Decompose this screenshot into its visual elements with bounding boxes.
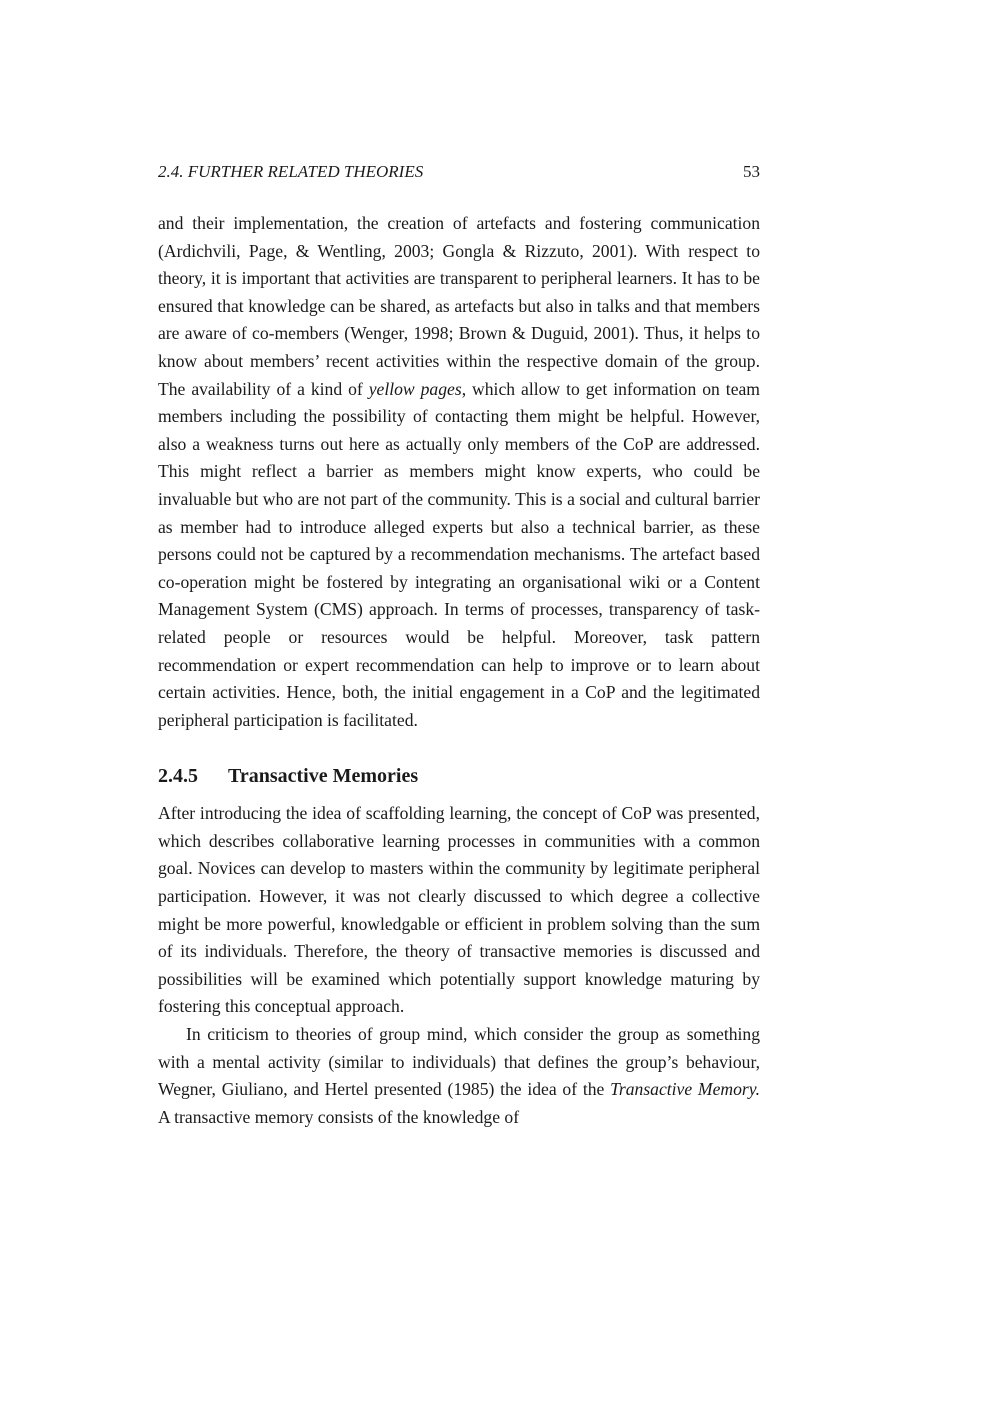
section-title: Transactive Memories (228, 765, 419, 788)
section-heading (158, 762, 760, 790)
section-number: 2.4.5 (158, 765, 198, 788)
paragraph-intro: After introducing the idea of scaffolding learning, the concept of CoP was presented, which describes collaborative learning processes in communities with a common goal. Novices can develop to masters within the community by legitimate peripheral participation. However, it was not clearly discussed to which degree a collective might be more powerful, knowledgable or efficient in problem solving than the sum of its individuals. Therefore, the theory of transactive memories is discussed and possibilities will be examined which potentially support knowledge maturing by fostering this conceptual approach. (158, 803, 760, 1017)
emphasis-yellow-pages: yellow pages (368, 378, 462, 399)
body-text (158, 210, 760, 1131)
paragraph-continuation (158, 210, 760, 734)
running-header (158, 160, 760, 184)
paragraph-text: A transactive memory consists of the knowledge of (158, 1106, 520, 1127)
emphasis-transactive-memory: Transactive Memory. (610, 1079, 760, 1100)
page-number: 53 (743, 162, 760, 181)
paragraph-text: , which allow to get information on team members including the possibility of contacting them might be helpful. However, also a weakness turns out here as actually only members of the CoP are addressed. This might reflect a barrier as members might know experts, who could be invaluable but who are not part of the community. This is a social and cultural barrier as member had to introduce alleged experts but also a technical barrier, as these persons could not be captured by a recommendation mechanisms. The artefact based co-operation might be fostered by integrating an organisational wiki or a Content Management System (CMS) approach. In terms of processes, transparency of task-related people or resources would be helpful. Moreover, task pattern recommendation or expert recommendation can help to improve or to learn about certain activities. Hence, both, the initial engagement in a CoP and the legitimated peripheral participation is facilitated. (158, 378, 760, 730)
paragraph-text: In criticism to theories of group mind, which consider the group as something with a mental activity (similar to individuals) that defines the group’s behaviour, Wegner, Giuliano, and Hertel presented (1985) the idea of the (158, 1024, 760, 1100)
paragraph-transactive-memory (158, 1021, 760, 1131)
paragraph-text: and their implementation, the creation of artefacts and fostering communication (Ardichvili, Page, & Wentling, 2003; Gongla & Rizzuto, 2001). With respect to theory, it is important that activities are transparent to peripheral learners. It has to be ensured that knowledge can be shared, as artefacts but also in talks and that members are aware of co-members (Wenger, 1998; Brown & Duguid, 2001). Thus, it helps to know about members’ recent activities within the respective domain of the group. The availability of a kind of (158, 213, 760, 399)
document-page (158, 0, 760, 1414)
running-header-title: 2.4. FURTHER RELATED THEORIES (158, 162, 424, 181)
